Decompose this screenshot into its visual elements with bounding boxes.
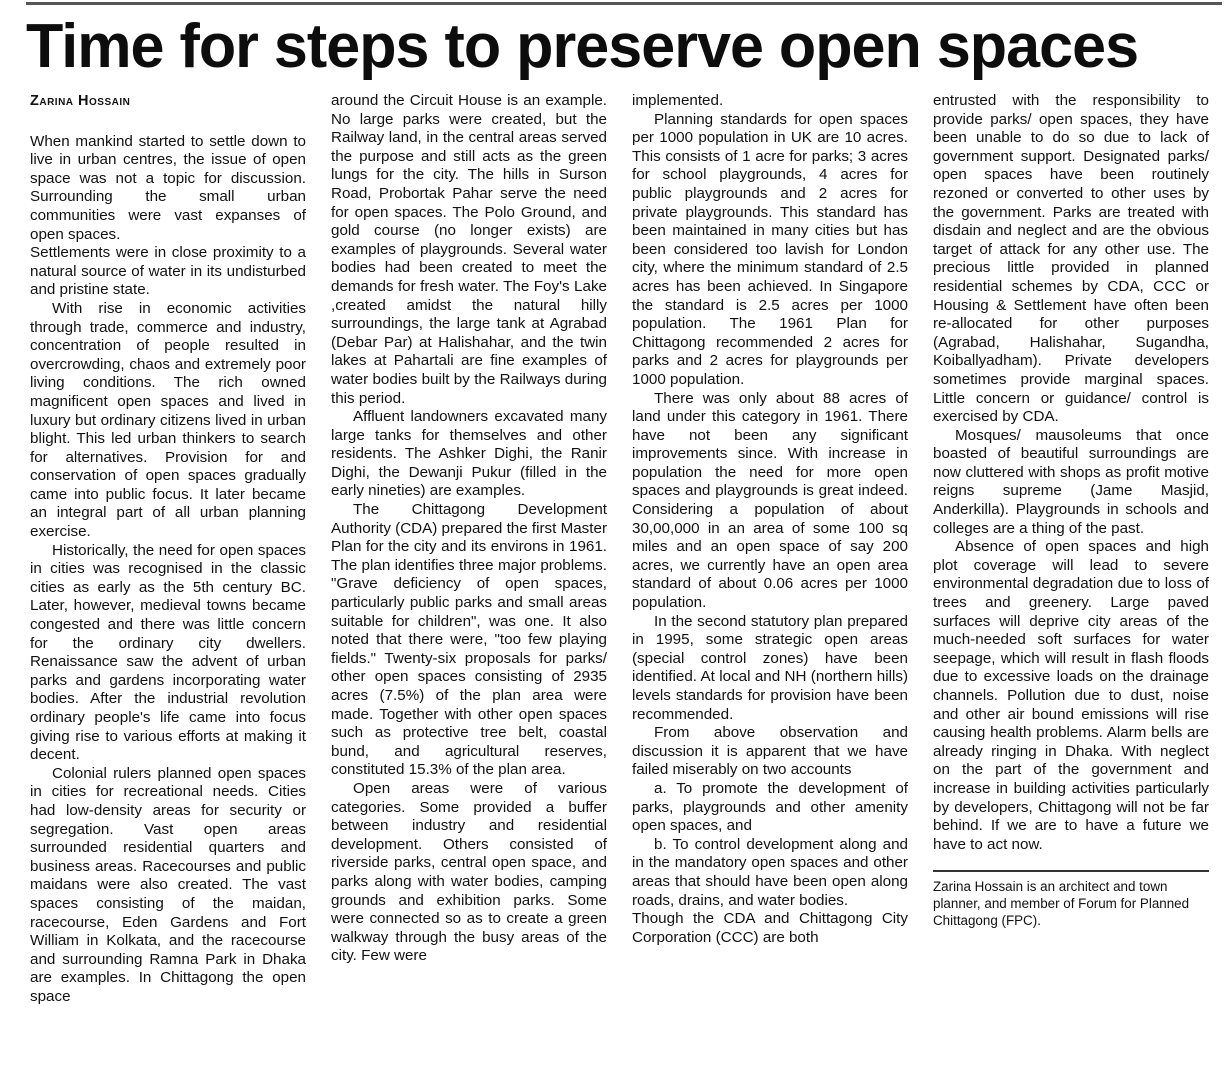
paragraph: implemented.: [632, 92, 724, 109]
headline: Time for steps to preserve open spaces: [26, 12, 1139, 81]
paragraph: With rise in economic activities through trade, commerce and industry, concentration of people resulted in overcrowding, chaos and extremely poor living conditions. The rich owned magnificent open spaces and lived in luxury but ordinary citizens lived in urban blight. This led urban thinkers to search for alternatives. Provision for and conservation of open spaces gradually came into public focus. It later became an integral part of all urban planning exercise.: [30, 299, 306, 541]
author-name: Zarina Hossain: [30, 93, 131, 109]
paragraph: Affluent landowners excavated many large tanks for themselves and other residents. The Ashker Dighi, the Ranir Dighi, the Dewanji Pukur (filled in the early nineties) are examples.: [331, 408, 607, 500]
paragraph: around the Circuit House is an example. No large parks were created, but the Railway land, in the central areas served the purpose and still acts as the green lungs for the city. The hills in Surson Road, Probortak Pahar serve the need for open spaces. The Polo Ground, and gold course (no longer exists) are examples of playgrounds. Several water bodies had been created to meet the demands for fresh water. The Foy's Lake ,created amidst the natural hilly surroundings, the large tank at Agrabad (Debar Par) at Halishahar, and the twin lakes at Pahartali are fine examples of water bodies built by the Railways during this period.: [331, 92, 607, 407]
paragraph: Historically, the need for open spaces in cities was recognised in the classic cities as early as the 5th century BC. Later, however, medieval towns became congested and there was little concern for the ordinary city dwellers. Renaissance saw the advent of urban parks and gardens incorporating water bodies. After the industrial revolution ordinary people's life came into focus giving rise to various efforts at making it decent.: [30, 541, 306, 764]
article-column-2: [331, 92, 607, 966]
paragraph: When mankind started to settle down to live in urban centres, the issue of open space was not a topic for discussion. Surrounding the small urban communities were vast expanses of open spaces.: [30, 132, 306, 243]
paragraph: The Chittagong Development Authority (CDA) prepared the first Master Plan for the city and its environs in 1961. The plan identifies three major problems. "Grave deficiency of open spaces, particularly public parks and small areas suitable for children", was one. It also noted that there were, "too few playing fields." Twenty-six proposals for parks/ other open spaces consisting of 2935 acres (7.5%) of the plan area were made. Together with other open spaces such as protective tree belt, coastal bund, and agricultural reserves, constituted 15.3% of the plan area.: [331, 501, 608, 779]
article-column-3: [632, 92, 908, 947]
paragraph: Open areas were of various categories. Some provided a buffer between industry and residential development. Others consisted of riverside parks, central open space, and parks along with water bodies, camping grounds and exhibition parks. Some were connected so as to create a green walkway through the busy areas of the city. Few were: [331, 779, 607, 965]
article-column-4: [933, 92, 1209, 929]
paragraph: entrusted with the responsibility to provide parks/ open spaces, they have been unable to do so due to lack of government support. Designated parks/ open spaces have been routinely rezoned or converted to other uses by the government. Parks are treated with disdain and neglect and are the obvious target of attack for any other use. The precious little provided in planned residential schemes by CDA, CCC or Housing & Settlement have often been re-allocated for other purposes (Agrabad, Halishahar, Sugandha, Koiballyadham). Private developers sometimes provide marginal spaces. Little concern or guidance/ control is exercised by CDA.: [933, 92, 1209, 426]
top-rule: [26, 2, 1222, 5]
paragraph: a. To promote the development of parks, playgrounds and other amenity open spaces, and: [632, 779, 908, 835]
article-column-1: [30, 92, 306, 1007]
paragraph: Absence of open spaces and high plot coverage will lead to severe environmental degradation due to loss of trees and greenery. Large paved surfaces will deprive city areas of the much-needed soft surfaces for water seepage, which will result in flash floods due to excessive loads on the drainage channels. Pollution due to dust, noise and other air bound emissions will rise causing health problems. Alarm bells are already ringing in Dhaka. With neglect on the part of the government and increase in building activities particularly by developers, Chittagong will not be far behind. If we are to have a future we have to act now.: [933, 538, 1209, 853]
paragraph: From above observation and discussion it is apparent that we have failed miserably on two accounts: [632, 724, 908, 779]
paragraph: Mosques/ mausoleums that once boasted of beautiful surroundings are now cluttered with shops as profit motive reigns supreme (Jame Masjid, Anderkilla). Playgrounds in schools and colleges are a thing of the past.: [933, 426, 1209, 537]
paragraph: Planning standards for open spaces per 1000 population in UK are 10 acres. This consists of 1 acre for parks; 3 acres for school playgrounds, 4 acres for public playgrounds and 2 acres for private playgrounds. This standard has been maintained in many cities but has been considered too lavish for London city, where the minimum standard of 2.5 acres has been achieved. In Singapore the standard is 2.5 acres per 1000 population. The 1961 Plan for Chittagong recommended 2 acres for parks and 2 acres for playgrounds per 1000 population.: [632, 110, 908, 388]
paragraph: Though the CDA and Chittagong City Corporation (CCC) are both: [632, 910, 908, 946]
paragraph: Colonial rulers planned open spaces in cities for recreational needs. Cities had low-density areas for security or segregation. Vast open areas surrounded residential quarters and business areas. Racecourses and public maidans were also created. The vast spaces consisting of the maidan, racecourse, Eden Gardens and Fort William in Kolkata, and the racecourse and surrounding Ramna Park in Dhaka are examples. In Chittagong the open space: [30, 764, 306, 1005]
byline: [30, 92, 306, 111]
paragraph: There was only about 88 acres of land under this category in 1961. There have not been any significant improvements since. With increase in population the need for more open spaces and playgrounds is great indeed. Considering a population of about 30,00,000 in an area of some 100 sq miles and an open space of say 200 acres, we currently have an open area standard of about 0.06 acres per 1000 population.: [632, 389, 908, 612]
bio-divider: [933, 870, 1209, 872]
paragraph: b. To control development along and in the mandatory open spaces and other areas that should have been open along roads, drains, and water bodies.: [632, 835, 908, 909]
paragraph: Settlements were in close proximity to a natural source of water in its undisturbed and pristine state.: [30, 244, 306, 299]
author-bio: Zarina Hossain is an architect and town planner, and member of Forum for Planned Chittagong (FPC).: [933, 879, 1190, 929]
paragraph: In the second statutory plan prepared in 1995, some strategic open areas (special control zones) have been identified. At local and NH (northern hills) levels standards for provision have been recommended.: [632, 612, 908, 723]
